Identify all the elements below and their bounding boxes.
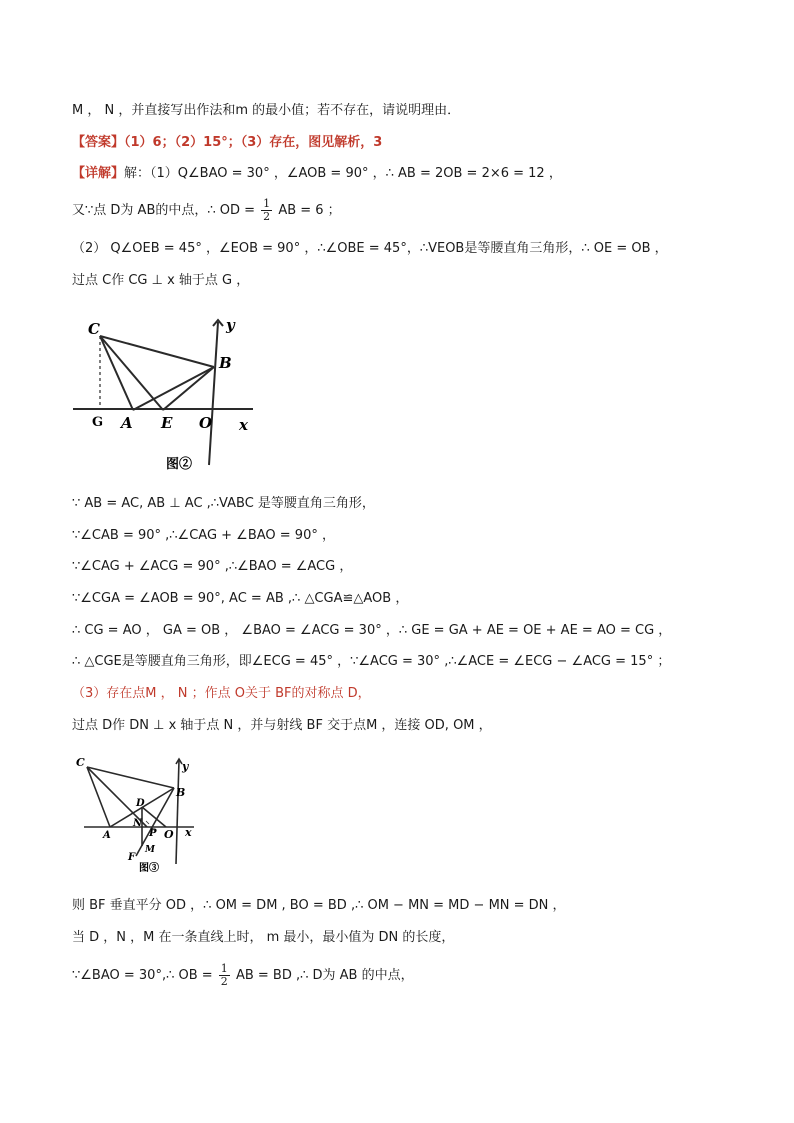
line-17 [72, 962, 414, 990]
answer-line [72, 133, 382, 153]
line-17-b: AB = BD ,∴ D为 AB 的中点， [235, 968, 414, 983]
fig2-caption: 图② [166, 457, 193, 472]
fig3-label-B: B [176, 786, 186, 799]
line-1: M ， N ，并直接写出作法和m 的最小值；若不存在，请说明理由． [72, 103, 461, 118]
fig3-label-F: F [128, 852, 136, 863]
line-17-a: ∵∠BAO = 30°,∴ OB = [72, 968, 213, 983]
line-8: ∵∠CAB = 90° ,∴∠CAG + ∠BAO = 90° ， [72, 528, 335, 543]
fig2-label-C: C [88, 320, 100, 338]
fig3-label-O: O [164, 828, 174, 841]
fig3-label-A: A [103, 830, 111, 841]
line-4 [72, 197, 341, 225]
fig3-label-x: x [185, 826, 192, 839]
line-11: ∴ CG = AO ， GA = OB ， ∠BAO = ∠ACG = 30° ，∴ GE = GA + AE = OE + AE = AO = CG ， [72, 623, 672, 638]
line-6: 过点 C作 CG ⊥ x 轴于点 G ， [72, 273, 250, 288]
line-12: ∴ △CGE是等腰直角三角形，即∠ECG = 45° ，∵∠ACG = 30° ,∴∠ACE = ∠ECG − ∠ACG = 15° ； [72, 654, 671, 669]
fig2-label-A: A [121, 414, 133, 432]
fig3-label-P: P [149, 828, 157, 839]
line-16: 当 D ，N ，M 在一条直线上时， m 最小，最小值为 DN 的长度， [72, 930, 455, 945]
fig2-label-x: x [239, 416, 248, 434]
detail-line [72, 164, 562, 184]
figure-3 [72, 754, 202, 872]
fig3-label-D: D [136, 798, 145, 809]
line-15: 则 BF 垂直平分 OD ，∴ OM = DM , BO = BD ,∴ OM − MN = MD − MN = DN ， [72, 898, 566, 913]
line-9: ∵∠CAG + ∠ACG = 90° ,∴∠BAO = ∠ACG ， [72, 559, 353, 574]
line-5: （2） Q∠OEB = 45° ，∠EOB = 90° ，∴∠OBE = 45°，∴VEOB是等腰直角三角形，∴ OE = OB ， [72, 241, 668, 256]
fraction-half-2: $\frac{1}{2}$ [220, 962, 228, 988]
line-13: （3）存在点M ， N ；作点 O关于 BF的对称点 D， [72, 686, 371, 701]
fig2-label-B: B [219, 354, 232, 372]
line-10: ∵∠CGA = ∠AOB = 90°, AC = AB ,∴ △CGA≌△AOB ， [72, 591, 409, 606]
fig2-label-G: G [92, 415, 104, 430]
fig3-label-M: M [145, 845, 155, 855]
line-4-a: 又∵点 D为 AB的中点，∴ OD = [72, 203, 256, 218]
detail-label: 【详解】 [72, 166, 125, 181]
fig2-label-y: y [226, 316, 235, 334]
fig3-label-N: N [133, 818, 143, 829]
line-7: ∵ AB = AC, AB ⊥ AC ,∴VABC 是等腰直角三角形， [72, 496, 375, 511]
line-14: 过点 D作 DN ⊥ x 轴于点 N ，并与射线 BF 交于点M ，连接 OD, OM ， [72, 718, 492, 733]
fig2-label-O: O [199, 414, 213, 432]
fraction-half: $\frac{1}{2}$ [263, 197, 271, 223]
fig3-label-C: C [76, 756, 85, 769]
detail-text: 解：（1）Q∠BAO = 30° ，∠AOB = 90° ，∴ AB = 2OB = 2×6 = 12 ， [124, 166, 562, 181]
figure-2 [68, 310, 268, 475]
fig3-label-y: y [182, 760, 189, 773]
fig2-label-E: E [161, 414, 173, 432]
answer-label: 【答案】 [72, 135, 125, 150]
fig3-caption: 图③ [139, 863, 159, 872]
line-4-b: AB = 6 ； [278, 203, 341, 218]
answer-text: （1）6；（2）15°；（3）存在，图见解析，3 [124, 135, 383, 150]
